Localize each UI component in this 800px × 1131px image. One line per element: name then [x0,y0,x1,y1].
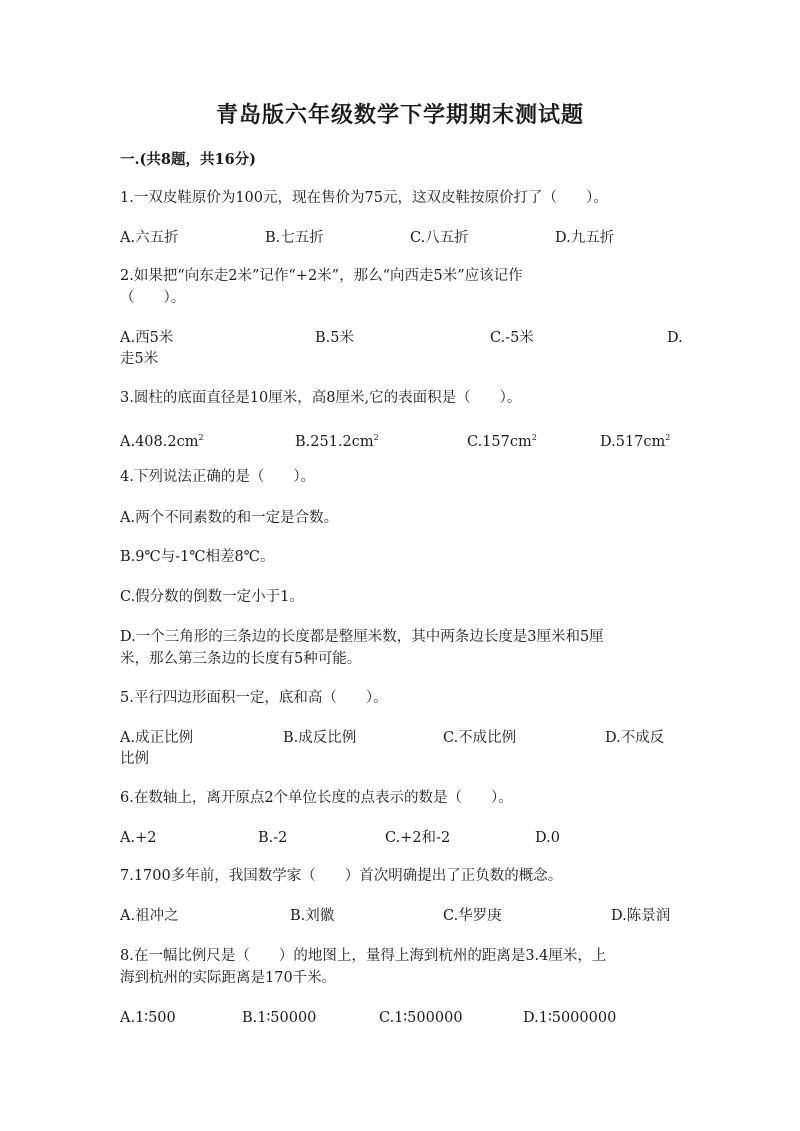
q1-option-a: A.六五折 [120,230,179,246]
section-heading: 一.(共8题，共16分) [120,151,257,168]
q6-option-c: C.+2和-2 [385,830,451,846]
question-1-stem: 1.一双皮鞋原价为100元，现在售价为75元，这双皮鞋按原价打了（ ）。 [120,190,608,206]
q3-option-c-text: C.157cm [467,433,532,450]
q8-option-a: A.1∶500 [120,1010,176,1026]
q3-option-b [295,428,379,452]
q7-option-d: D.陈景润 [611,908,671,924]
question-6-stem: 6.在数轴上，离开原点2个单位长度的点表示的数是（ ）。 [120,790,513,806]
q5-option-c: C.不成比例 [443,730,517,746]
q3-option-d-exponent: 2 [665,433,671,442]
q6-option-a: A.+2 [120,830,157,846]
question-8-stem-line-2: 海到杭州的实际距离是170千米。 [120,970,337,986]
question-2-stem-line-2: （ ）。 [120,290,186,306]
q1-option-c: C.八五折 [410,230,469,246]
q1-option-d: D.九五折 [555,230,615,246]
q3-option-a-text: A.408.2cm [120,433,199,450]
q3-option-b-text: B.251.2cm [295,433,374,450]
q5-option-a: A.成正比例 [120,730,194,746]
q3-option-d-text: D.517cm [600,433,666,450]
question-5-stem: 5.平行四边形面积一定，底和高（ ）。 [120,690,388,706]
q4-option-d-wrap: 米，那么第三条边的长度有5种可能。 [120,651,362,667]
q5-option-d: D.不成反 [605,730,665,746]
q4-option-d: D.一个三角形的三条边的长度都是整厘米数，其中两条边长度是3厘米和5厘 [120,629,604,645]
q7-option-c: C.华罗庚 [443,908,502,924]
q4-option-c: C.假分数的倒数一定小于1。 [120,589,304,605]
q7-option-a: A.祖冲之 [120,908,179,924]
q2-option-c: C.-5米 [490,330,534,346]
q2-option-d: D. [667,330,683,346]
question-2-stem-line-1: 2.如果把“向东走2米”记作“+2米”，那么“向西走5米”应该记作 [120,268,523,284]
q5-option-b: B.成反比例 [283,730,357,746]
q3-option-a [120,428,204,452]
q2-option-a: A.西5米 [120,330,174,346]
question-3-stem: 3.圆柱的底面直径是10厘米，高8厘米,它的表面积是（ ）。 [120,390,522,406]
question-4-stem: 4.下列说法正确的是（ ）。 [120,469,316,485]
q8-option-d: D.1∶5000000 [523,1010,617,1026]
q6-option-d: D.0 [535,830,560,846]
page-title: 青岛版六年级数学下学期期末测试题 [215,102,584,128]
q7-option-b: B.刘徽 [290,908,335,924]
q3-option-d [600,428,670,452]
q1-option-b: B.七五折 [265,230,324,246]
question-7-stem: 7.1700多年前，我国数学家（ ）首次明确提出了正负数的概念。 [120,868,563,884]
q8-option-c: C.1∶500000 [379,1010,463,1026]
q2-option-d-wrap: 走5米 [120,351,159,367]
q5-option-d-wrap: 比例 [120,751,149,767]
q3-option-c-exponent: 2 [531,433,537,442]
question-8-stem-line-1: 8.在一幅比例尺是（ ）的地图上，量得上海到杭州的距离是3.4厘米，上 [120,948,607,964]
q4-option-a: A.两个不同素数的和一定是合数。 [120,510,339,526]
q3-option-c [467,428,537,452]
q3-option-a-exponent: 2 [198,433,204,442]
q6-option-b: B.-2 [258,830,288,846]
q2-option-b: B.5米 [315,330,354,346]
q4-option-b: B.9℃与-1℃相差8℃。 [120,549,275,565]
q8-option-b: B.1∶50000 [242,1010,317,1026]
q3-option-b-exponent: 2 [373,433,379,442]
